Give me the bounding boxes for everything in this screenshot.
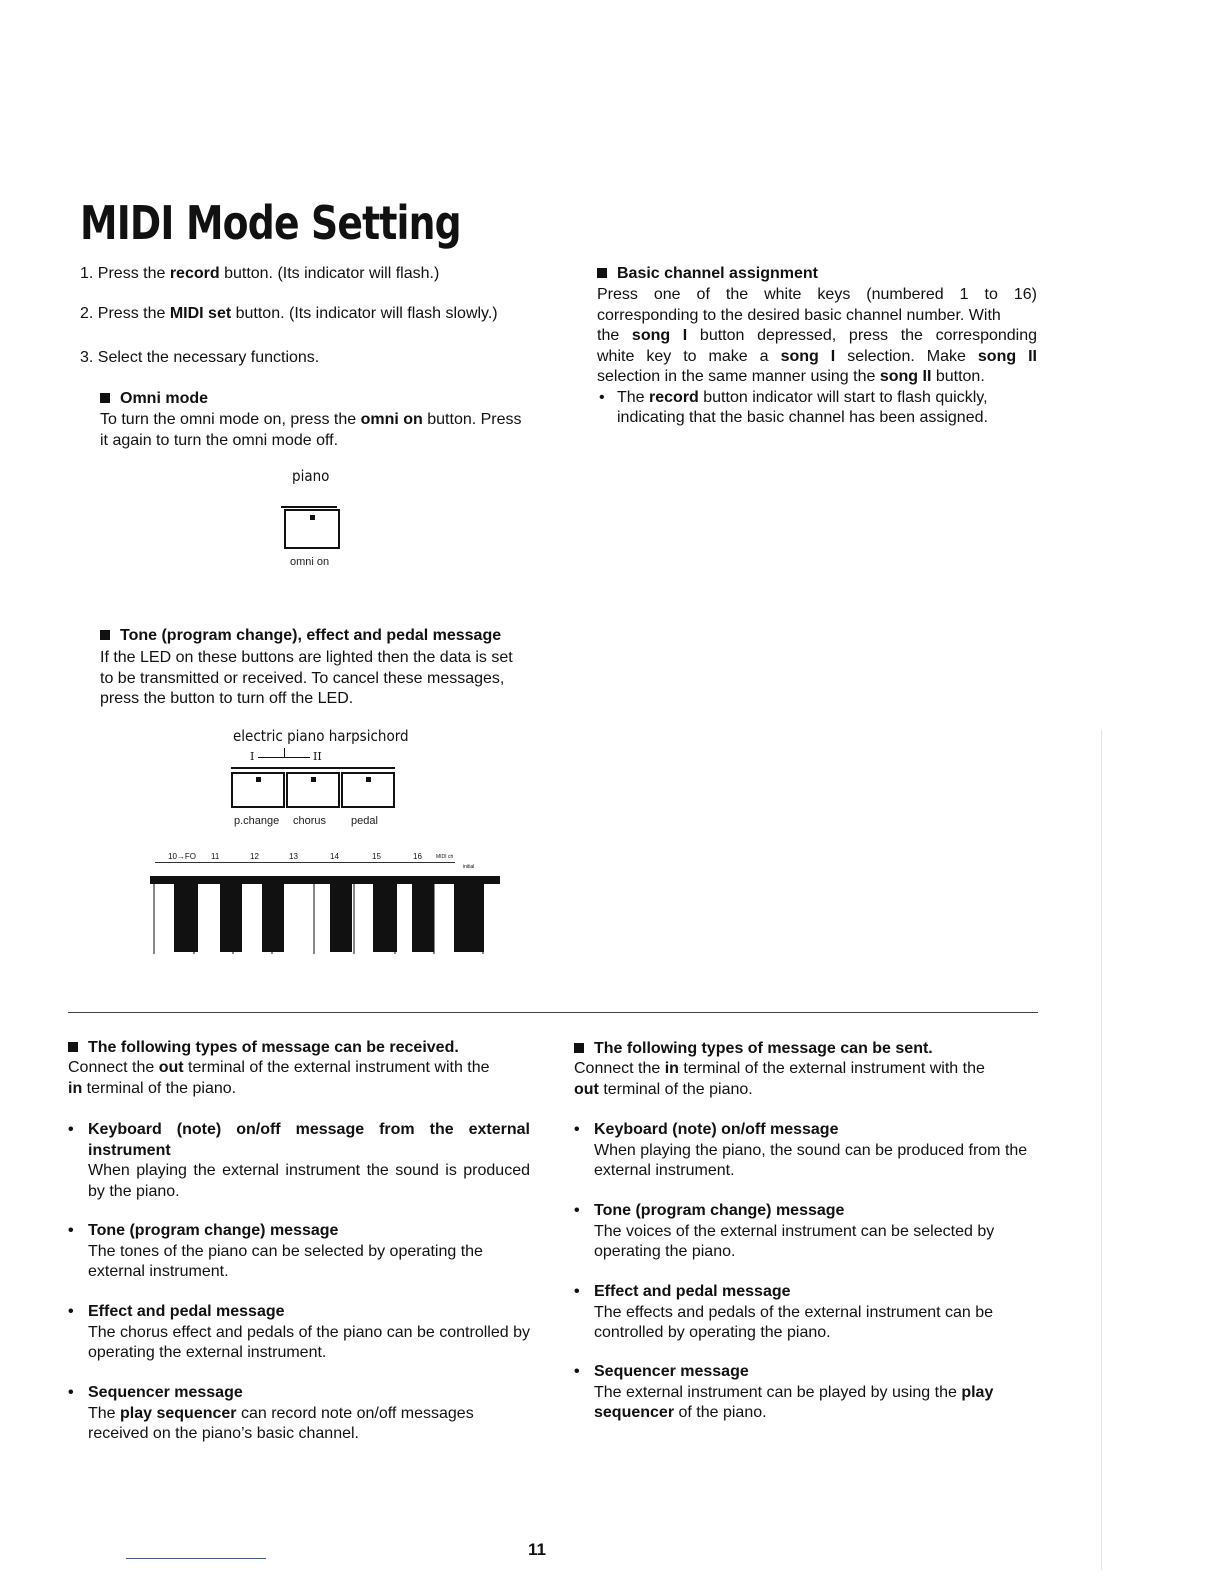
square-bullet-icon: [597, 268, 607, 278]
key-number-underline: [155, 862, 455, 863]
received-intro: Connect the out terminal of the external instrument with the in terminal of the piano.: [68, 1059, 490, 1097]
led-indicator-icon: [310, 515, 315, 520]
button-panel-line: [231, 767, 395, 769]
sent-item-keyboard: • Keyboard (note) on/off message When playing the piano, the sound can be produced from the external instrument.: [574, 1121, 1028, 1179]
omni-text: To turn the omni mode on, press the omni on button. Press it again to turn the omni mode off.: [100, 411, 522, 449]
led-indicator-icon: [256, 777, 261, 782]
bullet-icon: •: [574, 1121, 580, 1138]
received-item-keyboard: • Keyboard (note) on/off message from the external instrument When playing the external instrument the sound is produced by the piano.: [68, 1121, 530, 1200]
basic-text: Press one of the white keys (numbered 1 to 16) corresponding to the desired basic channel number. With the song I button depressed, press the corresponding white key to make a song I selection. Make song II selection in the same manner using the song II button. • The record button indicator will start to flash quickly, indicating that the basic channel has been assigned.: [597, 286, 1038, 426]
sent-heading: The following types of message can be sent.: [574, 1039, 933, 1060]
square-bullet-icon: [100, 630, 110, 640]
bullet-icon: •: [68, 1303, 74, 1320]
roman-right: II: [313, 750, 322, 763]
key-number-16: 16: [413, 852, 422, 861]
roman-left: I: [250, 750, 255, 763]
bullet-icon: •: [68, 1222, 74, 1239]
key-number-15: 15: [372, 852, 381, 861]
pedal-button: [341, 772, 395, 808]
led-indicator-icon: [311, 777, 316, 782]
initial-label: initial: [463, 864, 475, 870]
bracket-tick: [284, 748, 285, 758]
keyboard-diagram: [150, 876, 502, 956]
key-number-10: 10→FO: [168, 852, 197, 861]
sent-item-sequencer: • Sequencer message The external instrument can be played by using the play sequencer of the piano.: [574, 1363, 994, 1421]
page-title: MIDI Mode Setting: [80, 196, 461, 250]
pedal-label: pedal: [351, 815, 378, 827]
bullet-icon: •: [68, 1384, 74, 1401]
omni-diagram-bottom-label: omni on: [290, 556, 330, 568]
basic-heading: Basic channel assignment: [597, 264, 818, 285]
sent-item-effect: • Effect and pedal message The effects and pedals of the external instrument can be controlled by operating the piano.: [574, 1283, 994, 1341]
black-keys: [174, 884, 484, 952]
square-bullet-icon: [100, 393, 110, 403]
tone-heading: Tone (program change), effect and pedal message: [100, 626, 501, 647]
bullet-icon: •: [574, 1202, 580, 1219]
step-2: 2. Press the MIDI set button. (Its indicator will flash slowly.): [80, 305, 498, 322]
received-heading: The following types of message can be received.: [68, 1038, 459, 1059]
key-number-12: 12: [250, 852, 259, 861]
footer-rule: [126, 1558, 266, 1559]
bullet-icon: •: [574, 1363, 580, 1380]
received-item-tone: • Tone (program change) message The tones of the piano can be selected by operating the external instrument.: [68, 1222, 483, 1280]
tone-diagram-top-label: electric piano harpsichord: [233, 727, 409, 745]
bullet-icon: •: [574, 1283, 580, 1300]
bullet-icon: •: [68, 1121, 74, 1138]
key-number-11: 11: [211, 852, 220, 861]
page-number: 11: [528, 1540, 546, 1559]
step-3: 3. Select the necessary functions.: [80, 349, 320, 366]
p-change-label: p.change: [234, 815, 280, 827]
omni-on-button: [284, 509, 340, 549]
chorus-button: [286, 772, 340, 808]
keyboard-top-bar: [150, 876, 500, 884]
received-item-effect: • Effect and pedal message The chorus effect and pedals of the piano can be controlled by operating the external instrument.: [68, 1303, 530, 1361]
tone-text: If the LED on these buttons are lighted then the data is set to be transmitted or received. To cancel these messages, press the button to turn off the LED.: [100, 649, 513, 707]
square-bullet-icon: [574, 1043, 584, 1053]
p-change-button: [231, 772, 285, 808]
step-1: 1. Press the record button. (Its indicator will flash.): [80, 265, 440, 282]
key-number-14: 14: [330, 852, 339, 861]
midi-ch-label: MIDI ch: [436, 854, 454, 860]
section-divider: [68, 1012, 1038, 1013]
scan-edge: [1101, 730, 1102, 1570]
led-indicator-icon: [366, 777, 371, 782]
omni-heading: Omni mode: [100, 389, 208, 410]
sent-intro: Connect the in terminal of the external instrument with the out terminal of the piano.: [574, 1060, 985, 1098]
sent-item-tone: • Tone (program change) message The voices of the external instrument can be selected by operating the piano.: [574, 1202, 995, 1260]
chorus-label: chorus: [293, 815, 327, 827]
key-number-13: 13: [289, 852, 298, 861]
received-item-sequencer: • Sequencer message The play sequencer can record note on/off messages received on the piano’s basic channel.: [68, 1384, 474, 1442]
omni-diagram-top-label: piano: [292, 467, 330, 485]
bullet-icon: •: [599, 388, 605, 406]
square-bullet-icon: [68, 1042, 78, 1052]
